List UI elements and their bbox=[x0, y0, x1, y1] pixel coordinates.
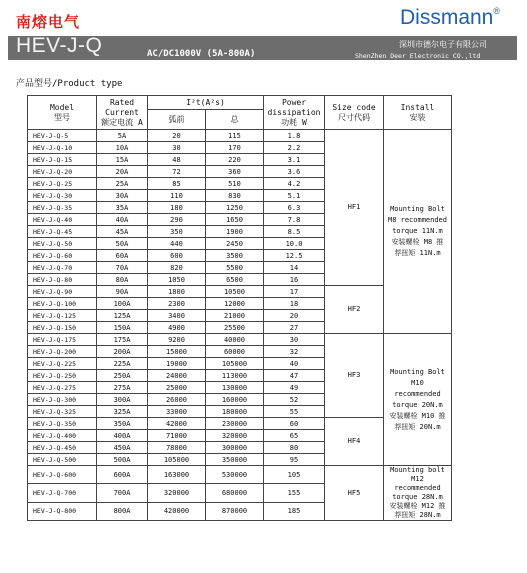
cell-power: 32 bbox=[264, 346, 325, 358]
cell-rated-current: 50A bbox=[97, 238, 148, 250]
cell-model: HEV-J-Q-125 bbox=[28, 310, 97, 322]
cell-i2t-total: 60000 bbox=[206, 346, 264, 358]
cell-i2t-prearc: 33000 bbox=[148, 406, 206, 418]
cell-i2t-prearc: 110 bbox=[148, 190, 206, 202]
install-note-line: 荐扭矩 11N.m bbox=[394, 249, 441, 257]
cell-rated-current: 15A bbox=[97, 154, 148, 166]
cell-power: 8.5 bbox=[264, 226, 325, 238]
company-name-cn: 深圳市德尔电子有限公司 bbox=[399, 40, 487, 49]
cell-power: 185 bbox=[264, 502, 325, 520]
cell-i2t-total: 320000 bbox=[206, 430, 264, 442]
header-rated-en1: Rated bbox=[109, 97, 135, 107]
header-model-cn: 型号 bbox=[54, 112, 70, 122]
install-note-line: Mounting Bolt bbox=[390, 367, 445, 376]
cell-i2t-prearc: 85 bbox=[148, 178, 206, 190]
cell-model: HEV-J-Q-400 bbox=[28, 430, 97, 442]
cell-model: HEV-J-Q-275 bbox=[28, 382, 97, 394]
cell-model: HEV-J-Q-40 bbox=[28, 214, 97, 226]
header-i2t-prearc: 弧前 bbox=[148, 110, 206, 130]
cell-model: HEV-J-Q-300 bbox=[28, 394, 97, 406]
cell-model: HEV-J-Q-45 bbox=[28, 226, 97, 238]
cell-i2t-prearc: 820 bbox=[148, 262, 206, 274]
cell-rated-current: 70A bbox=[97, 262, 148, 274]
cell-i2t-total: 510 bbox=[206, 178, 264, 190]
cell-i2t-prearc: 71000 bbox=[148, 430, 206, 442]
cell-i2t-total: 170 bbox=[206, 142, 264, 154]
cell-model: HEV-J-Q-500 bbox=[28, 454, 97, 466]
cell-rated-current: 10A bbox=[97, 142, 148, 154]
header-power bbox=[264, 96, 325, 130]
cell-rated-current: 275A bbox=[97, 382, 148, 394]
cell-i2t-total: 830 bbox=[206, 190, 264, 202]
install-note-line: 安装螺栓 M10 推 bbox=[389, 411, 446, 420]
cell-i2t-prearc: 105000 bbox=[148, 454, 206, 466]
cell-model: HEV-J-Q-20 bbox=[28, 166, 97, 178]
header-rated-current bbox=[97, 96, 148, 130]
table-row bbox=[28, 334, 452, 346]
cell-i2t-prearc: 20 bbox=[148, 130, 206, 142]
cell-rated-current: 500A bbox=[97, 454, 148, 466]
cell-rated-current: 200A bbox=[97, 346, 148, 358]
install-note-line: 荐扭矩 28N.m bbox=[394, 511, 441, 519]
table-row bbox=[28, 130, 452, 142]
header-i2t: I²t(A²s) bbox=[148, 96, 264, 110]
cell-i2t-prearc: 78000 bbox=[148, 442, 206, 454]
cell-rated-current: 125A bbox=[97, 310, 148, 322]
cell-rated-current: 400A bbox=[97, 430, 148, 442]
cell-i2t-total: 40000 bbox=[206, 334, 264, 346]
cell-i2t-prearc: 290 bbox=[148, 214, 206, 226]
cell-size-code: HF4 bbox=[325, 418, 384, 466]
cell-i2t-total: 1250 bbox=[206, 202, 264, 214]
cell-power: 3.1 bbox=[264, 154, 325, 166]
header-size-code bbox=[325, 96, 384, 130]
cell-install bbox=[384, 130, 452, 334]
cell-size-code: HF2 bbox=[325, 286, 384, 334]
cell-i2t-total: 2450 bbox=[206, 238, 264, 250]
install-note-line: Mounting Bolt bbox=[390, 205, 445, 213]
header-power-cn: 功耗 W bbox=[281, 117, 307, 127]
cell-install bbox=[384, 466, 452, 521]
install-note-line: 荐扭矩 20N.m bbox=[394, 422, 441, 431]
cell-size-code: HF1 bbox=[325, 130, 384, 286]
cell-i2t-total: 680000 bbox=[206, 484, 264, 502]
cell-i2t-prearc: 180 bbox=[148, 202, 206, 214]
cell-rated-current: 5A bbox=[97, 130, 148, 142]
cell-model: HEV-J-Q-250 bbox=[28, 370, 97, 382]
cell-i2t-total: 360 bbox=[206, 166, 264, 178]
cell-i2t-total: 1650 bbox=[206, 214, 264, 226]
brand-name: Dissmann bbox=[400, 6, 494, 29]
voltage-spec: AC/DC1000V (5A-800A) bbox=[147, 49, 256, 59]
brand-logo-en bbox=[400, 6, 500, 30]
cell-i2t-total: 160000 bbox=[206, 394, 264, 406]
cell-i2t-prearc: 25000 bbox=[148, 382, 206, 394]
cell-rated-current: 800A bbox=[97, 502, 148, 520]
cell-rated-current: 250A bbox=[97, 370, 148, 382]
cell-power: 12.5 bbox=[264, 250, 325, 262]
cell-rated-current: 60A bbox=[97, 250, 148, 262]
cell-model: HEV-J-Q-80 bbox=[28, 274, 97, 286]
cell-power: 30 bbox=[264, 334, 325, 346]
cell-i2t-prearc: 440 bbox=[148, 238, 206, 250]
header-install-cn: 安装 bbox=[409, 112, 426, 122]
cell-power: 20 bbox=[264, 310, 325, 322]
cell-model: HEV-J-Q-600 bbox=[28, 466, 97, 484]
install-note-line: Mounting bolt bbox=[390, 466, 445, 474]
cell-i2t-prearc: 420000 bbox=[148, 502, 206, 520]
header-size-cn: 尺寸代码 bbox=[338, 112, 370, 122]
install-note-line: torque 11N.m bbox=[392, 227, 443, 235]
cell-model: HEV-J-Q-25 bbox=[28, 178, 97, 190]
header-model bbox=[28, 96, 97, 130]
cell-model: HEV-J-Q-150 bbox=[28, 322, 97, 334]
cell-model: HEV-J-Q-225 bbox=[28, 358, 97, 370]
cell-i2t-prearc: 26000 bbox=[148, 394, 206, 406]
cell-rated-current: 80A bbox=[97, 274, 148, 286]
cell-power: 95 bbox=[264, 454, 325, 466]
cell-power: 80 bbox=[264, 442, 325, 454]
header-model-en: Model bbox=[49, 102, 75, 112]
header-install-en: Install bbox=[400, 102, 435, 112]
cell-rated-current: 100A bbox=[97, 298, 148, 310]
cell-power: 4.2 bbox=[264, 178, 325, 190]
cell-model: HEV-J-Q-5 bbox=[28, 130, 97, 142]
cell-power: 7.8 bbox=[264, 214, 325, 226]
cell-i2t-prearc: 2300 bbox=[148, 298, 206, 310]
install-note-line: M8 recommended bbox=[387, 216, 447, 224]
cell-power: 2.2 bbox=[264, 142, 325, 154]
cell-i2t-prearc: 3400 bbox=[148, 310, 206, 322]
cell-model: HEV-J-Q-90 bbox=[28, 286, 97, 298]
cell-install bbox=[384, 334, 452, 466]
cell-rated-current: 30A bbox=[97, 190, 148, 202]
header-rated-cn: 额定电流 A bbox=[101, 117, 143, 127]
cell-power: 6.3 bbox=[264, 202, 325, 214]
cell-i2t-total: 350000 bbox=[206, 454, 264, 466]
cell-i2t-prearc: 15000 bbox=[148, 346, 206, 358]
product-model-title: HEV-J-Q bbox=[16, 34, 103, 57]
cell-power: 5.1 bbox=[264, 190, 325, 202]
cell-model: HEV-J-Q-325 bbox=[28, 406, 97, 418]
cell-model: HEV-J-Q-30 bbox=[28, 190, 97, 202]
cell-model: HEV-J-Q-10 bbox=[28, 142, 97, 154]
cell-i2t-total: 12000 bbox=[206, 298, 264, 310]
cell-model: HEV-J-Q-35 bbox=[28, 202, 97, 214]
cell-i2t-total: 130000 bbox=[206, 382, 264, 394]
cell-i2t-prearc: 320000 bbox=[148, 484, 206, 502]
cell-model: HEV-J-Q-350 bbox=[28, 418, 97, 430]
cell-i2t-prearc: 30 bbox=[148, 142, 206, 154]
cell-i2t-prearc: 4900 bbox=[148, 322, 206, 334]
cell-power: 16 bbox=[264, 274, 325, 286]
section-title: 产品型号/Product type bbox=[16, 79, 123, 89]
cell-i2t-total: 6500 bbox=[206, 274, 264, 286]
cell-rated-current: 300A bbox=[97, 394, 148, 406]
cell-size-code: HF5 bbox=[325, 466, 384, 521]
cell-i2t-total: 10500 bbox=[206, 286, 264, 298]
cell-i2t-total: 115 bbox=[206, 130, 264, 142]
cell-i2t-total: 180000 bbox=[206, 406, 264, 418]
header-power-en1: Power bbox=[281, 97, 307, 107]
cell-rated-current: 35A bbox=[97, 202, 148, 214]
cell-power: 14 bbox=[264, 262, 325, 274]
cell-i2t-prearc: 600 bbox=[148, 250, 206, 262]
cell-model: HEV-J-Q-175 bbox=[28, 334, 97, 346]
cell-rated-current: 325A bbox=[97, 406, 148, 418]
cell-rated-current: 450A bbox=[97, 442, 148, 454]
cell-i2t-total: 870000 bbox=[206, 502, 264, 520]
cell-model: HEV-J-Q-50 bbox=[28, 238, 97, 250]
cell-model: HEV-J-Q-15 bbox=[28, 154, 97, 166]
cell-i2t-prearc: 72 bbox=[148, 166, 206, 178]
cell-i2t-prearc: 42000 bbox=[148, 418, 206, 430]
header-install bbox=[384, 96, 452, 130]
registered-mark: ® bbox=[493, 6, 501, 16]
cell-rated-current: 225A bbox=[97, 358, 148, 370]
cell-model: HEV-J-Q-450 bbox=[28, 442, 97, 454]
cell-power: 40 bbox=[264, 358, 325, 370]
cell-i2t-prearc: 24000 bbox=[148, 370, 206, 382]
cell-rated-current: 600A bbox=[97, 466, 148, 484]
cell-model: HEV-J-Q-70 bbox=[28, 262, 97, 274]
cell-i2t-total: 220 bbox=[206, 154, 264, 166]
header-rated-en2: Current bbox=[105, 107, 139, 117]
cell-i2t-prearc: 9200 bbox=[148, 334, 206, 346]
header-power-en2: dissipation bbox=[267, 107, 321, 117]
cell-rated-current: 350A bbox=[97, 418, 148, 430]
install-note-line: M12 bbox=[411, 475, 424, 483]
install-note-line: 安装螺栓 M8 推 bbox=[391, 238, 444, 246]
cell-i2t-total: 230000 bbox=[206, 418, 264, 430]
cell-i2t-prearc: 19000 bbox=[148, 358, 206, 370]
cell-rated-current: 20A bbox=[97, 166, 148, 178]
cell-power: 17 bbox=[264, 286, 325, 298]
cell-power: 65 bbox=[264, 430, 325, 442]
cell-power: 18 bbox=[264, 298, 325, 310]
cell-power: 1.8 bbox=[264, 130, 325, 142]
install-note-line: recommended bbox=[394, 484, 441, 492]
brand-logo-cn: 南熔电气 bbox=[16, 13, 81, 31]
cell-i2t-total: 300000 bbox=[206, 442, 264, 454]
table-header bbox=[28, 96, 452, 130]
cell-power: 105 bbox=[264, 466, 325, 484]
cell-i2t-total: 3500 bbox=[206, 250, 264, 262]
header-size-en: Size code bbox=[332, 102, 376, 112]
cell-rated-current: 150A bbox=[97, 322, 148, 334]
cell-power: 52 bbox=[264, 394, 325, 406]
cell-model: HEV-J-Q-60 bbox=[28, 250, 97, 262]
cell-rated-current: 90A bbox=[97, 286, 148, 298]
cell-power: 55 bbox=[264, 406, 325, 418]
header-i2t-total: 总 bbox=[206, 110, 264, 130]
install-note-line: M10 bbox=[411, 378, 424, 387]
cell-rated-current: 40A bbox=[97, 214, 148, 226]
cell-size-code: HF3 bbox=[325, 334, 384, 418]
cell-i2t-prearc: 350 bbox=[148, 226, 206, 238]
cell-i2t-total: 105000 bbox=[206, 358, 264, 370]
table-row bbox=[28, 466, 452, 484]
company-name-en: ShenZhen Deer Electronic CO.,ltd bbox=[355, 52, 481, 60]
cell-power: 27 bbox=[264, 322, 325, 334]
install-note-line: torque 20N.m bbox=[392, 400, 443, 409]
cell-power: 10.0 bbox=[264, 238, 325, 250]
install-note-line: torque 28N.m bbox=[392, 493, 443, 501]
cell-i2t-prearc: 1800 bbox=[148, 286, 206, 298]
table-body bbox=[28, 130, 452, 521]
cell-i2t-prearc: 1050 bbox=[148, 274, 206, 286]
cell-i2t-prearc: 48 bbox=[148, 154, 206, 166]
cell-i2t-total: 5500 bbox=[206, 262, 264, 274]
cell-rated-current: 25A bbox=[97, 178, 148, 190]
cell-power: 155 bbox=[264, 484, 325, 502]
cell-rated-current: 175A bbox=[97, 334, 148, 346]
cell-i2t-total: 25500 bbox=[206, 322, 264, 334]
cell-i2t-total: 113000 bbox=[206, 370, 264, 382]
cell-model: HEV-J-Q-200 bbox=[28, 346, 97, 358]
cell-model: HEV-J-Q-800 bbox=[28, 502, 97, 520]
cell-i2t-prearc: 163000 bbox=[148, 466, 206, 484]
cell-power: 49 bbox=[264, 382, 325, 394]
cell-i2t-total: 1900 bbox=[206, 226, 264, 238]
cell-rated-current: 45A bbox=[97, 226, 148, 238]
cell-i2t-total: 530000 bbox=[206, 466, 264, 484]
install-note-line: recommended bbox=[394, 389, 441, 398]
product-table bbox=[27, 95, 452, 521]
cell-model: HEV-J-Q-700 bbox=[28, 484, 97, 502]
cell-power: 3.6 bbox=[264, 166, 325, 178]
cell-i2t-total: 21000 bbox=[206, 310, 264, 322]
cell-model: HEV-J-Q-100 bbox=[28, 298, 97, 310]
cell-rated-current: 700A bbox=[97, 484, 148, 502]
install-note-line: 安装螺栓 M12 推 bbox=[389, 502, 446, 510]
cell-power: 60 bbox=[264, 418, 325, 430]
cell-power: 47 bbox=[264, 370, 325, 382]
